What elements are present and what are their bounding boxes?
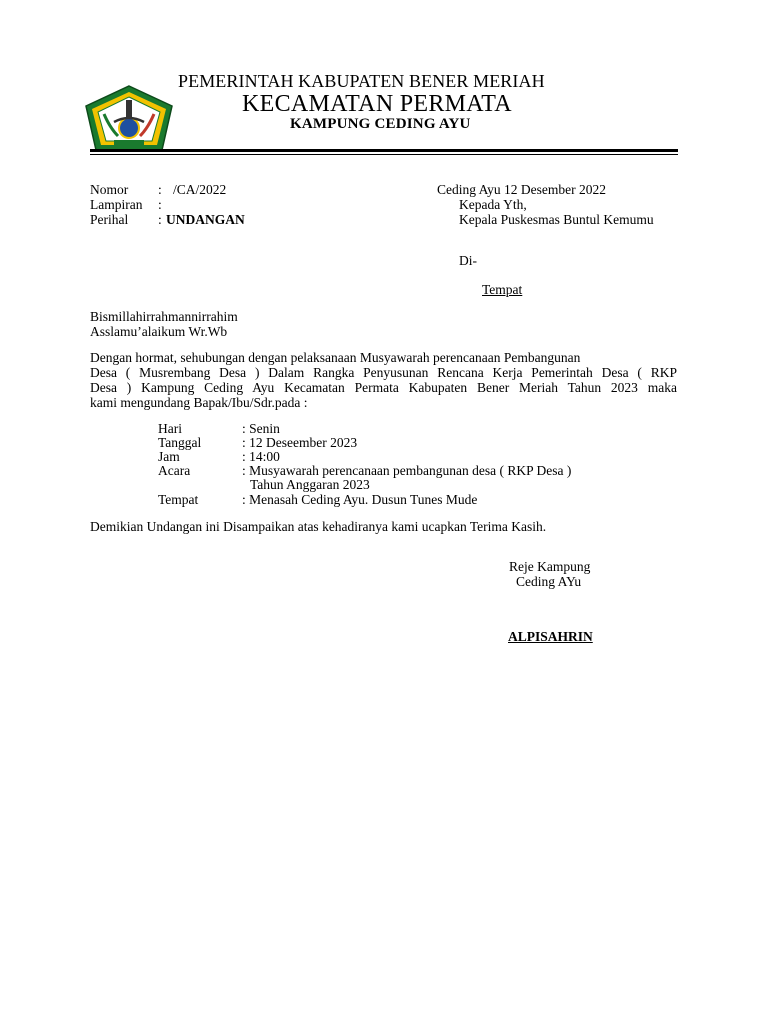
- lampiran-colon: :: [158, 197, 162, 212]
- perihal-label: Perihal: [90, 212, 129, 227]
- signatory-name: ALPISAHRIN: [508, 629, 593, 644]
- perihal-value: UNDANGAN: [166, 212, 245, 227]
- tanggal-value: : 12 Deseember 2023: [242, 435, 358, 450]
- paragraph-line: Desa ) Kampung Ceding Ayu Kecamatan Permata Kabupaten Bener Meriah Tahun 2023 maka: [90, 380, 677, 395]
- jam-label: Jam: [158, 449, 180, 464]
- kepada-yth: Kepada Yth,: [459, 197, 527, 212]
- tempat-value: : Menasah Ceding Ayu. Dusun Tunes Mude: [242, 492, 478, 507]
- nomor-label: Nomor: [90, 182, 129, 197]
- letterhead-district: KECAMATAN PERMATA: [242, 91, 512, 117]
- emblem-ribbon: [114, 140, 144, 145]
- tanggal-label: Tanggal: [158, 435, 202, 450]
- paragraph-line: kami mengundang Bapak/Ibu/Sdr.pada :: [90, 395, 308, 410]
- recipient-tempat: Tempat: [482, 282, 523, 297]
- lampiran-label: Lampiran: [90, 197, 143, 212]
- perihal-colon: :: [158, 212, 162, 227]
- jam-value: : 14:00: [242, 449, 280, 464]
- paragraph-line: Desa ( Musrembang Desa ) Dalam Rangka Penyusunan Rencana Kerja Pemerintah Desa ( RKP: [90, 365, 677, 380]
- signature-title: Reje Kampung: [509, 559, 591, 574]
- emblem-center-circle: [119, 118, 139, 138]
- letterhead-rule-thick: [90, 149, 678, 152]
- acara-value-continued: Tahun Anggaran 2023: [250, 477, 370, 492]
- greeting-salam: Asslamu’alaikum Wr.Wb: [90, 324, 228, 339]
- acara-value: : Musyawarah perencanaan pembangunan desa ( RKP Desa ): [242, 463, 572, 478]
- letterhead-government: PEMERINTAH KABUPATEN BENER MERIAH: [178, 71, 545, 91]
- signature-title-village: Ceding AYu: [516, 574, 582, 589]
- greeting-bismillah: Bismillahirrahmannirrahim: [90, 309, 238, 324]
- recipient-name: Kepala Puskesmas Buntul Kemumu: [459, 212, 654, 227]
- hari-label: Hari: [158, 421, 182, 436]
- letterhead-rule-thin: [90, 154, 678, 155]
- nomor-value: /CA/2022: [173, 182, 227, 197]
- letterhead-village: KAMPUNG CEDING AYU: [290, 116, 471, 132]
- invitation-paragraph: [90, 350, 677, 410]
- hari-value: : Senin: [242, 421, 280, 436]
- letter-date: Ceding Ayu 12 Desember 2022: [437, 182, 606, 197]
- kabupaten-emblem-logo: [84, 84, 174, 154]
- acara-label: Acara: [158, 463, 191, 478]
- recipient-di: Di-: [459, 253, 477, 268]
- nomor-colon: :: [158, 182, 162, 197]
- tempat-label: Tempat: [158, 492, 199, 507]
- paragraph-line: Dengan hormat, sehubungan dengan pelaksanaan Musyawarah perencanaan Pembangunan: [90, 350, 581, 365]
- closing-sentence: Demikian Undangan ini Disampaikan atas kehadiranya kami ucapkan Terima Kasih.: [90, 519, 547, 534]
